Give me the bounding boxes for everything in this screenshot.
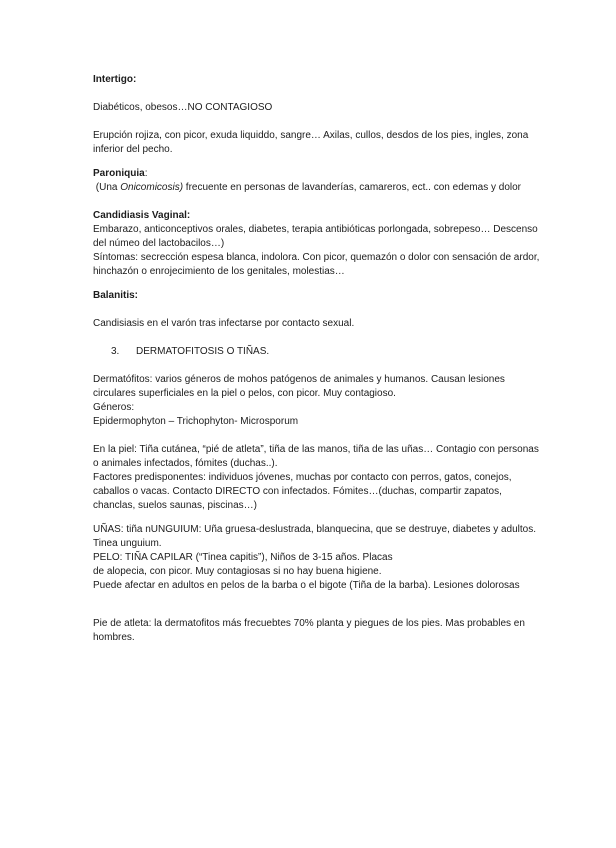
section-3-heading [111, 345, 546, 359]
paroniquia-description [93, 181, 546, 195]
candidiasis-symptoms: Síntomas: secrección espesa blanca, indolora. Con picor, quemazón o dolor con sensación de ardor, hinchazón o enrojecimiento de los genitales, molestias… [93, 252, 540, 277]
balanitis-description: Candisiasis en el varón tras infectarse por contacto sexual. [93, 318, 355, 329]
barba-description: Puede afectar en adultos en pelos de la barba o el bigote (Tiña de la barba). Lesiones dolorosas [93, 580, 520, 591]
factores-predisponentes: Factores predisponentes: individuos jóvenes, muchas por contacto con perros, gatos, conejos, caballos o vacas. Contacto DIRECTO con infectados. Fómites…(duchas, compartir zapatos, chanclas, suelos saunas, piscinas…) [93, 472, 512, 511]
paroniquia-text-pre: (Una [93, 182, 121, 193]
intertigo-description: Erupción rojiza, con picor, exuda liquiddo, sangre… Axilas, cullos, desdos de los pies, ingles, zona inferior del pecho. [93, 130, 529, 155]
paroniquia-text-post: frecuente en personas de lavanderías, camareros, ect.. con edemas y dolor [183, 182, 521, 193]
paroniquia-colon: : [144, 168, 148, 179]
candidiasis-heading: Candidiasis Vaginal: [93, 210, 191, 221]
intertigo-heading: Intertigo: [93, 74, 137, 85]
paroniquia-heading-line [93, 167, 546, 181]
pelo-description-1: PELO: TIÑA CAPILAR (“Tinea capitis”), Niños de 3-15 años. Placas [93, 552, 393, 563]
section-3-title: DERMATOFITOSIS O TIÑAS. [136, 346, 270, 357]
intertigo-risk: Diabéticos, obesos…NO CONTAGIOSO [93, 102, 273, 113]
candidiasis-risk-factors: Embarazo, anticonceptivos orales, diabetes, terapia antibióticas porlongada, sobrepeso… Descenso del númeo del lactobacilos…) [93, 224, 538, 249]
section-3-number: 3. [111, 346, 120, 357]
unas-description: UÑAS: tiña nUNGUIUM: Uña gruesa-deslustrada, blanquecina, que se destruye, diabetes y adultos. Tinea unguium. [93, 524, 537, 549]
pie-atleta-description: Pie de atleta: la dermatofitos más frecuebtes 70% planta y piegues de los pies. Mas probables en hombres. [93, 618, 525, 643]
dermatofitos-description: Dermatófitos: varios géneros de mohos patógenos de animales y humanos. Causan lesiones circulares superficiales en la piel o pelos, con picor. Muy contagioso. [93, 374, 505, 399]
piel-description: En la piel: Tiña cutánea, “pié de atleta”, tiña de las manos, tiña de las uñas… Contagio con personas o animales infectados, fómites (duchas..). [93, 444, 539, 469]
balanitis-heading: Balanitis: [93, 290, 139, 301]
paroniquia-text-italic: Onicomicosis) [120, 182, 184, 193]
dermatofitos-generos-list: Epidermophyton – Trichophyton- Microsporum [93, 416, 299, 427]
pelo-description-2: de alopecia, con picor. Muy contagiosas si no hay buena higiene. [93, 566, 382, 577]
paroniquia-heading: Paroniquia [93, 168, 145, 179]
dermatofitos-generos-label: Géneros: [93, 402, 135, 413]
